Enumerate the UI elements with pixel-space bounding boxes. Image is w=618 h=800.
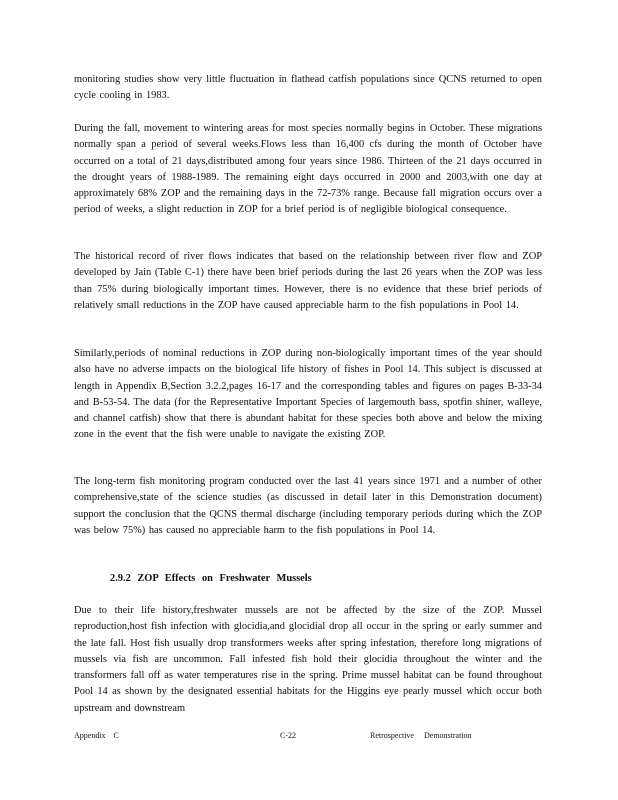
paragraph-fall-migration: During the fall, movement to wintering areas for most species normally begins in October. These migrations normally span a period of several weeks.Flows less than 16,400 cfs during the month of October have occurred on a total of 21 days,distributed among four years since 1986. Thirteen of the 21 days occurred in the drought years of 1988-1989. The remaining eight days occurred in 2000 and 2003,with one day at approximately 68% ZOP and the remaining days in the 72-73% range. Because fall migration occurs over a period of weeks, a slight reduction in ZOP for a brief period is of negligible biological consequence. [74,123,542,216]
footer-appendix-label: Appendix C [74,731,119,740]
footer-page-number: C-22 [280,731,296,740]
paragraph-long-term-monitoring: The long-term fish monitoring program conducted over the last 41 years since 1971 and a number of other comprehensive,state of the science studies (as discussed in detail later in this Demonstration document) support the conclusion that the QCNS thermal discharge (including temporary periods during which the ZOP was below 75%) has caused no appreciable harm to the fish populations in Pool 14. [74,476,542,536]
paragraph-monitoring-studies: monitoring studies show very little fluctuation in flathead catfish populations since QCNS returned to open cycle cooling in 1983. [74,74,542,102]
footer-document-title: Retrospective Demonstration [370,731,472,740]
paragraph-historical-river-flows: The historical record of river flows indicates that based on the relationship between river flow and ZOP developed by Jain (Table C-1) there have been brief periods during the last 26 years when the ZOP was less than 75% during biologically important times. However, there is no evidence that these brief periods of relatively small reductions in the ZOP have caused appreciable harm to the fish populations in Pool 14. [74,251,542,311]
section-heading-mussels: 2.9.2 ZOP Effects on Freshwater Mussels [110,573,312,584]
paragraph-nominal-reductions: Similarly,periods of nominal reductions in ZOP during non-biologically important times of the year should also have no adverse impacts on the biological life history of fishes in Pool 14. This subject is discussed at length in Appendix B,Section 3.2.2,pages 16-17 and the corresponding tables and figures on pages B-33-34 and B-53-54. The data (for the Representative Important Species of largemouth bass, spotfin shiner, walleye, and channel catfish) show that there is abundant habitat for these species both above and below the mixing zone in the event that the fish were unable to navigate the existing ZOP. [74,348,542,441]
paragraph-mussel-life-history: Due to their life history,freshwater mussels are not be affected by the size of the ZOP. Mussel reproduction,host fish infection with glocidia,and glocidial drop all occur in the spring or early summer and the late fall. Host fish usually drop transformers weeks after spring infestation, therefore long migrations of mussels via fish are uncommon. Fall infested fish hold their glocidia throughout the winter and the transformers fall off as water temperatures rise in the spring. Prime mussel habitat can be found throughout Pool 14 as shown by the designated essential habitats for the Higgins eye pearly mussel which occur both upstream and downstream [74,605,542,714]
